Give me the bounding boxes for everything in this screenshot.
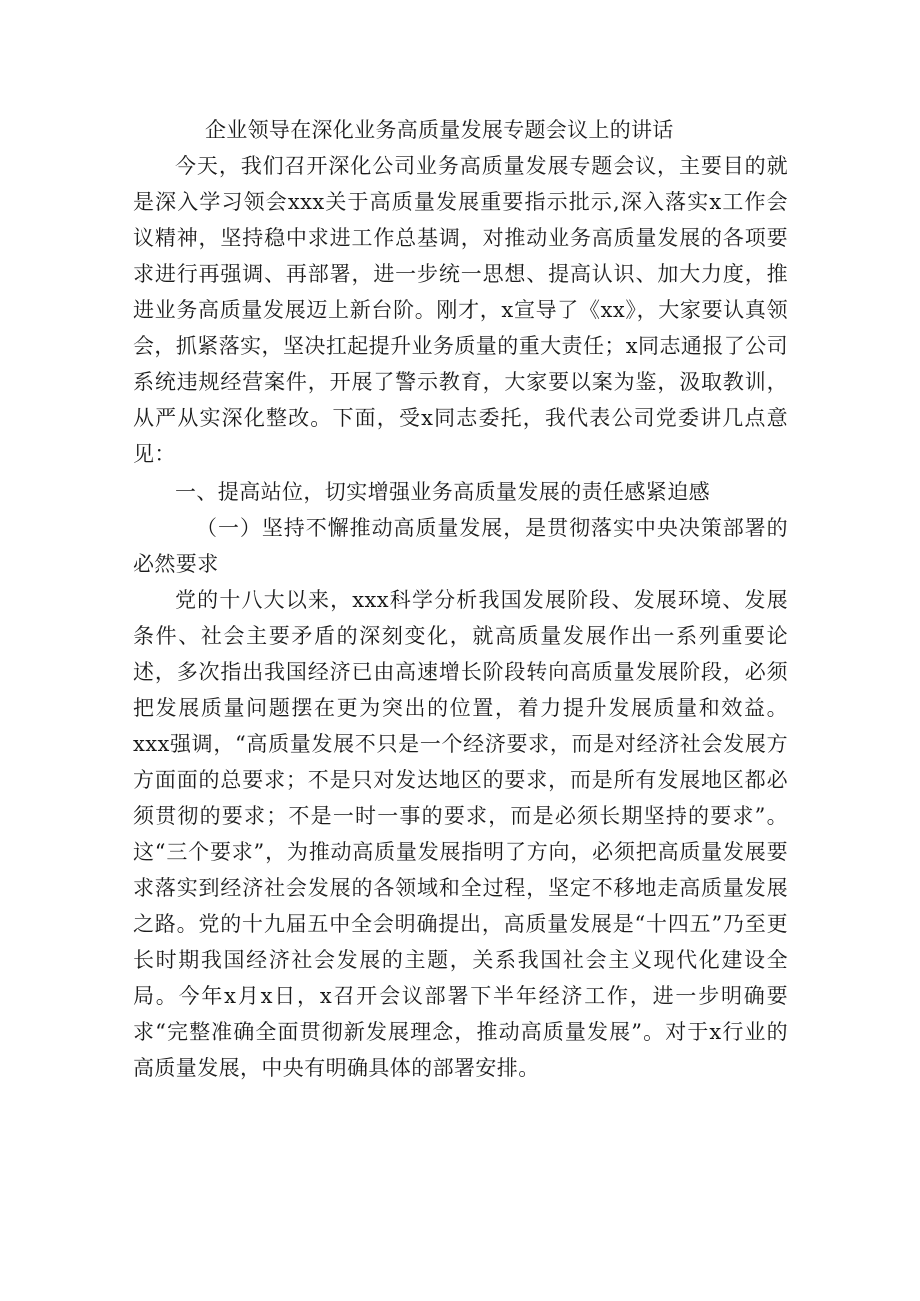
intro-paragraph: 今天，我们召开深化公司业务高质量发展专题会议，主要目的就是深入学习领会xxx关于高质量发展重要指示批示,深入落实x工作会议精神，坚持稳中求进工作总基调，对推动业务高质量发展的各项要求进行再强调、再部署，进一步统一思想、提高认识、加大力度，推进业务高质量发展迈上新台阶。刚才，x宣导了《xx》，大家要认真领会，抓紧落实，坚决扛起提升业务质量的重大责任；x同志通报了公司系统违规经营案件，开展了警示教育，大家要以案为鉴，汲取教训，从严从实深化整改。下面，受x同志委托，我代表公司党委讲几点意见： — [133, 154, 788, 466]
document-title: 企业领导在深化业务高质量发展专题会议上的讲话 — [205, 118, 674, 142]
body-paragraph: 党的十八大以来，xxx科学分析我国发展阶段、发展环境、发展条件、社会主要矛盾的深刻变化，就高质量发展作出一系列重要论述，多次指出我国经济已由高速增长阶段转向高质量发展阶段，必须把发展质量问题摆在更为突出的位置，着力提升发展质量和效益。xxx强调，“高质量发展不只是一个经济要求，而是对经济社会发展方方面面的总要求；不是只对发达地区的要求，而是所有发展地区都必须贯彻的要求；不是一时一事的要求，而是必须长期坚持的要求”。这“三个要求”，为推动高质量发展指明了方向，必须把高质量发展要求落实到经济社会发展的各领域和全过程，坚定不移地走高质量发展之路。党的十九届五中全会明确提出，高质量发展是“十四五”乃至更长时期我国经济社会发展的主题，关系我国社会主义现代化建设全局。今年x月x日，x召开会议部署下半年经济工作，进一步明确要求“完整准确全面贯彻新发展理念，推动高质量发展”。对于x行业的高质量发展，中央有明确具体的部署安排。 — [133, 588, 788, 1080]
section-heading: 一、提高站位，切实增强业务高质量发展的责任感紧迫感 — [175, 480, 710, 504]
document-body — [133, 112, 788, 1086]
subsection-heading: （一）坚持不懈推动高质量发展，是贯彻落实中央决策部署的必然要求 — [133, 516, 788, 576]
